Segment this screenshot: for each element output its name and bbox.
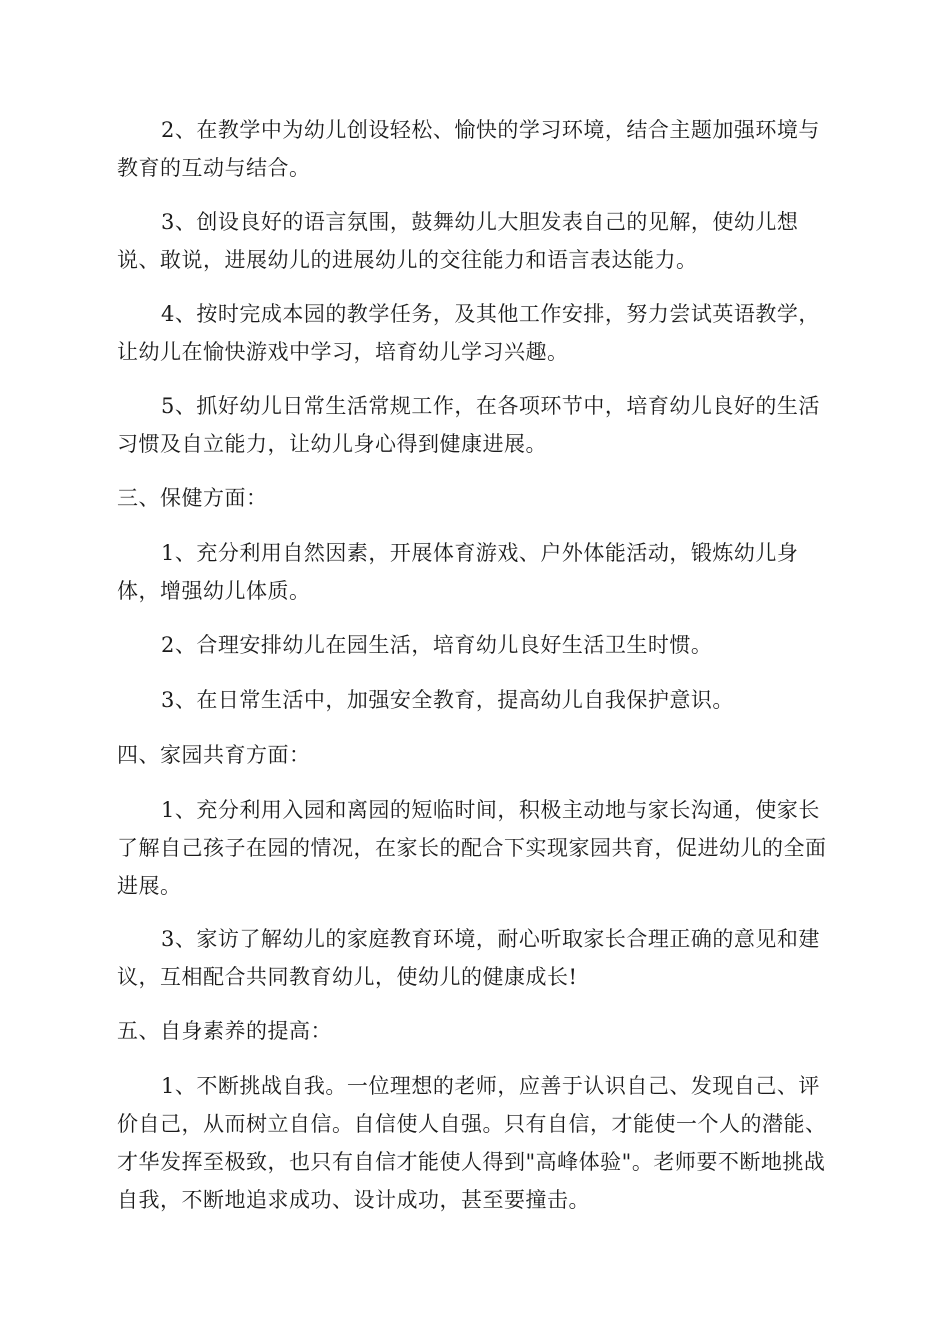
paragraph-health-3: 3、在日常生活中，加强安全教育，提高幼儿自我保护意识。 [161,688,734,712]
paragraph-item-3: 3、创设良好的语言氛围，鼓舞幼儿大胆发表自己的见解，使幼儿想说、敢说，进展幼儿的进展幼儿的交往能力和语言表达能力。 [117,210,799,272]
paragraph-item-5: 5、抓好幼儿日常生活常规工作，在各项环节中，培育幼儿良好的生活习惯及自立能力，让幼儿身心得到健康进展。 [117,394,820,456]
section-heading-health: 三、保健方面： [117,486,268,510]
paragraph-home-school-1: 1、充分利用入园和离园的短临时间，积极主动地与家长沟通，使家长了解自己孩子在园的情况，在家长的配合下实现家园共育，促进幼儿的全面进展。 [117,798,827,898]
paragraph-health-2: 2、合理安排幼儿在园生活，培育幼儿良好生活卫生时惯。 [161,633,713,657]
section-heading-home-school: 四、家园共育方面： [117,743,311,767]
paragraph-health-1: 1、充分利用自然因素，开展体育游戏、户外体能活动，锻炼幼儿身体，增强幼儿体质。 [117,541,799,603]
paragraph-home-school-3: 3、家访了解幼儿的家庭教育环境，耐心听取家长合理正确的意见和建议，互相配合共同教育幼儿，使幼儿的健康成长! [117,927,820,989]
paragraph-self-improvement-1: 1、不断挑战自我。一位理想的老师，应善于认识自己、发现自己、评价自己，从而树立自信。自信使人自强。只有自信，才能使一个人的潜能、才华发挥至极致，也只有自信才能使人得到"高峰体验"。老师要不断地挑战自我，不断地追求成功、设计成功，甚至要撞击。 [117,1074,827,1212]
paragraph-item-2: 2、在教学中为幼儿创设轻松、愉快的学习环境，结合主题加强环境与教育的互动与结合。 [117,118,820,180]
section-heading-self-improvement: 五、自身素养的提高： [117,1019,332,1043]
paragraph-item-4: 4、按时完成本园的教学任务，及其他工作安排，努力尝试英语教学，让幼儿在愉快游戏中学习，培育幼儿学习兴趣。 [117,302,820,364]
